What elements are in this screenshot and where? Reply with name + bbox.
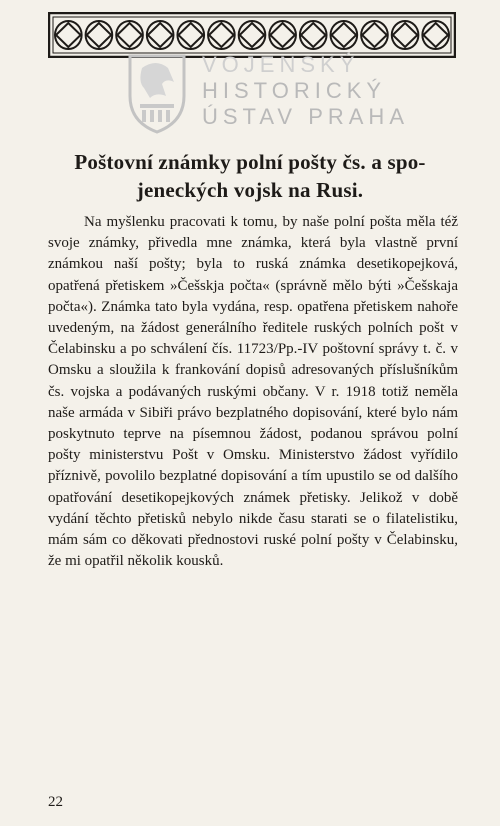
article-title	[40, 148, 460, 204]
watermark-line-1: VOJENSKÝ	[202, 52, 360, 77]
ornament-loop	[392, 21, 419, 49]
ornament-loop	[116, 21, 143, 49]
watermark-line-2: HISTORICKÝ	[202, 78, 387, 103]
ornament-loop	[300, 21, 327, 49]
ornament-loop	[269, 21, 296, 49]
ornament-loop	[331, 21, 358, 49]
institute-watermark	[122, 52, 452, 142]
ornament-diamond	[332, 23, 357, 47]
ornament-loop	[361, 21, 388, 49]
ornament-loop	[177, 21, 204, 49]
ornament-loop	[86, 21, 113, 49]
page-number: 22	[48, 794, 63, 810]
watermark-line-3: ÚSTAV PRAHA	[202, 104, 409, 129]
ornament-diamond	[148, 23, 173, 47]
ornament-diamond	[240, 23, 265, 47]
ornament-loop	[239, 21, 266, 49]
ornament-loop	[208, 21, 235, 49]
article-title-line-2: jeneckých vojsk na Rusi.	[136, 178, 364, 202]
ornament-diamond	[117, 23, 142, 47]
ornament-diamond	[270, 23, 295, 47]
ornament-loop	[147, 21, 174, 49]
lion-emblem-icon	[122, 52, 192, 134]
article-title-line-1: Poštovní známky polní pošty čs. a spo-	[74, 150, 426, 174]
article-body: Na myšlenku pracovati k tomu, by naše polní pošta měla též svoje známky, přivedla mne známka, která byla vlastně první známkou naší pošty; byla to ruská známka desetikopejková, opatřená přetiskem »Češskja počta« (správně mělo býti »Češskaja počta«). Známka tato byla vydána, resp. opatřena přetiskem nahoře uvedeným, na žádost generálního ředitele ruských polních pošt v Čelabinsku a po schválení čís. 11723/Pp.-IV poštovní správy t. č. v Omsku a sloužila k frankování dopisů adresovaných příslušníkům čs. vojska a podávaných ruskými občany. V r. 1918 totiž neměla naše armáda v Sibiři právo bezplatného dopisování, které bylo nám poskytnuto teprve na písemnou žádost, podanou správou polní pošty ministerstvu Pošt v Omsku. Ministerstvo žádost vyřídilo příznivě, povolilo bezplatné dopisování a tím upustilo se od dalšího opatřování desetikopejkových známek přetisky. Jelikož v době vydání těchto přetisků nebylo nikde času starati se o filatelistiku, mám sám co děkovati přednostovi ruské polní pošty v Čelabinsku, že mi opatřil několik kousků.	[48, 214, 458, 570]
ornament-diamond	[87, 23, 112, 47]
ornament-diamond	[209, 23, 234, 47]
ornament-diamond	[301, 23, 326, 47]
ornament-loop	[55, 21, 82, 49]
ornament-diamond	[362, 23, 387, 47]
ornament-diamond	[178, 23, 203, 47]
ornament-diamond	[423, 23, 448, 47]
ornament-diamond	[56, 23, 81, 47]
ornament-diamond	[393, 23, 418, 47]
ornament-loop	[422, 21, 449, 49]
